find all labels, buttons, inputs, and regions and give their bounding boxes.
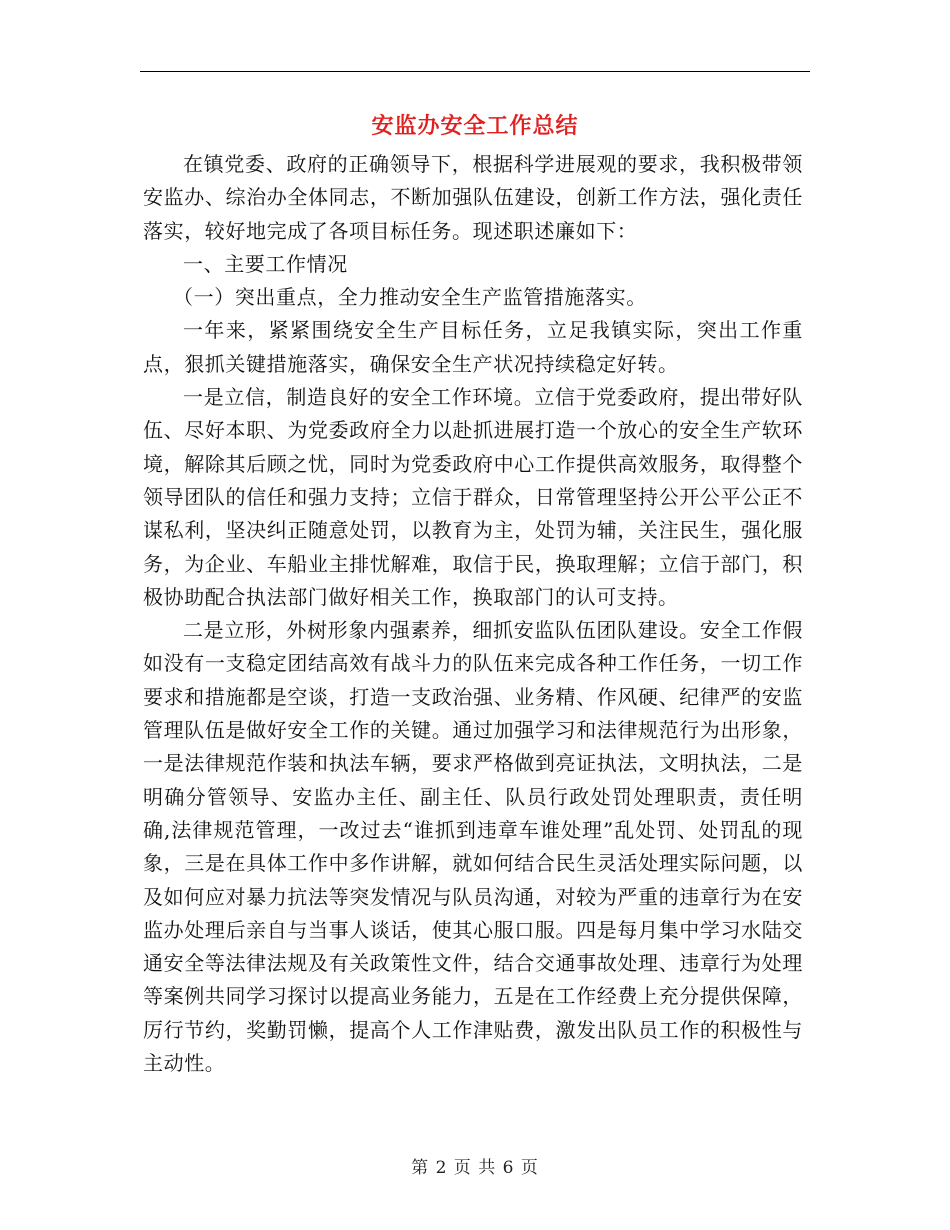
subsection-heading: （一）突出重点，全力推动安全生产监管措施落实。 [173,285,647,310]
page-number: 第 2 页 共 6 页 [411,1158,539,1178]
body-paragraph: 一是立信，制造良好的安全工作环境。立信于党委政府，提出带好队伍、尽好本职、为党委政府全力以赴抓进展打造一个放心的安全生产软环境，解除其后顾之忧，同时为党委政府中心工作提供高效服务，取得整个领导团队的信任和强力支持；立信于群众，日常管理坚持公开公平公正不谋私利，坚决纠正随意处罚，以教育为主，处罚为辅，关注民生，强化服务，为企业、车船业主排忧解难，取信于民，换取理解；立信于部门，积极协助配合执法部门做好相关工作，换取部门的认可支持。 [143,385,803,609]
header-rule [140,71,810,72]
document-body [143,148,803,1080]
intro-paragraph: 在镇党委、政府的正确领导下，根据科学进展观的要求，我积极带领安监办、综治办全体同志，不断加强队伍建设，创新工作方法，强化责任落实，较好地完成了各项目标任务。现述职述廉如下： [143,152,803,243]
body-paragraph: 二是立形，外树形象内强素养，细抓安监队伍团队建设。安全工作假如没有一支稳定团结高效有战斗力的队伍来完成各种工作任务，一切工作要求和措施都是空谈，打造一支政治强、业务精、作风硬、纪律严的安监管理队伍是做好安全工作的关键。通过加强学习和法律规范行为出形象，一是法律规范作装和执法车辆，要求严格做到亮证执法，文明执法，二是明确分管领导、安监办主任、副主任、队员行政处罚处理职责，责任明确,法律规范管理，一改过去“谁抓到违章车谁处理”乱处罚、处罚乱的现象，三是在具体工作中多作讲解，就如何结合民生灵活处理实际问题，以及如何应对暴力抗法等突发情况与队员沟通，对较为严重的违章行为在安监办处理后亲自与当事人谈话，使其心服口服。四是每月集中学习水陆交通安全等法律法规及有关政策性文件，结合交通事故处理、违章行为处理等案例共同学习探讨以提高业务能力，五是在工作经费上充分提供保障，厉行节约，奖勤罚懒，提高个人工作津贴费，激发出队员工作的积极性与主动性。 [143,618,803,1076]
body-paragraph: 一年来，紧紧围绕安全生产目标任务，立足我镇实际，突出工作重点，狠抓关键措施落实，确保安全生产状况持续稳定好转。 [143,318,803,376]
document-title: 安监办安全工作总结 [371,113,579,139]
section-heading: 一、主要工作情况 [183,251,348,276]
